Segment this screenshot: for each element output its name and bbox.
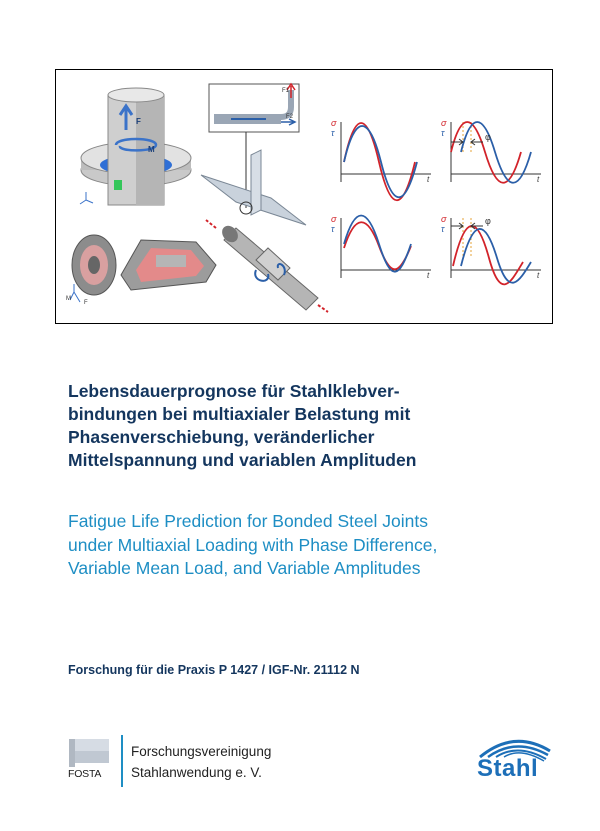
- sine-chart-1: [331, 118, 431, 200]
- sine-chart-2: [441, 118, 541, 184]
- bolted-assembly-illustration: [66, 235, 216, 306]
- publisher-name: [131, 741, 271, 783]
- sigma-label: σ: [441, 118, 447, 128]
- title-english-line: Fatigue Life Prediction for Bonded Steel Joints: [68, 511, 428, 531]
- figure-collage: [56, 70, 553, 324]
- phase-label: φ: [485, 132, 491, 142]
- title-english: [68, 510, 548, 581]
- inset-f2-label: F2: [286, 114, 294, 120]
- series-number: Forschung für die Praxis P 1427 / IGF-Nr. 21112 N: [68, 663, 360, 677]
- sigma-label: σ: [331, 118, 337, 128]
- inset-f1-label: F1: [282, 88, 290, 94]
- time-label: t: [427, 271, 430, 280]
- publisher-name-line: Stahlanwendung e. V.: [131, 765, 262, 780]
- phase-label: φ: [485, 216, 491, 226]
- title-german-line: bindungen bei multiaxialer Belastung mit: [68, 404, 411, 424]
- force-axis-label: F: [84, 300, 88, 306]
- force-label: F: [136, 117, 141, 126]
- logo-divider: [121, 735, 123, 787]
- time-label: t: [427, 175, 430, 184]
- time-label: t: [537, 175, 540, 184]
- time-label: t: [537, 271, 540, 280]
- tau-label: τ: [441, 128, 445, 138]
- sigma-label: σ: [331, 214, 337, 224]
- cover-figure: [55, 69, 553, 324]
- tube-specimen-illustration: [206, 220, 328, 312]
- fosta-logo-text: FOSTA: [68, 768, 102, 780]
- stahl-logo-text: Stahl: [477, 755, 539, 782]
- lap-joint-illustration: [201, 84, 306, 225]
- tau-label: τ: [331, 224, 335, 234]
- sigma-label: σ: [441, 214, 447, 224]
- title-german: [68, 380, 548, 472]
- sine-chart-4: [441, 214, 541, 284]
- title-german-line: Phasenverschiebung, veränderlicher: [68, 427, 375, 447]
- tau-label: τ: [441, 224, 445, 234]
- title-english-line: under Multiaxial Loading with Phase Difference,: [68, 534, 438, 555]
- moment-label: M: [148, 145, 155, 154]
- sine-charts: [331, 118, 541, 284]
- moment-axis-label: M: [66, 296, 71, 302]
- publisher-name-line: Forschungsvereinigung: [131, 744, 272, 759]
- title-german-line: Mittelspannung und variablen Amplituden: [68, 450, 417, 470]
- title-english-line: Variable Mean Load, and Variable Amplitudes: [68, 558, 421, 578]
- sine-chart-3: [331, 214, 431, 280]
- tau-label: τ: [331, 128, 335, 138]
- specimen-cylinder-illustration: [80, 88, 191, 205]
- title-german-line: Lebensdauerprognose für Stahlklebver-: [68, 381, 400, 401]
